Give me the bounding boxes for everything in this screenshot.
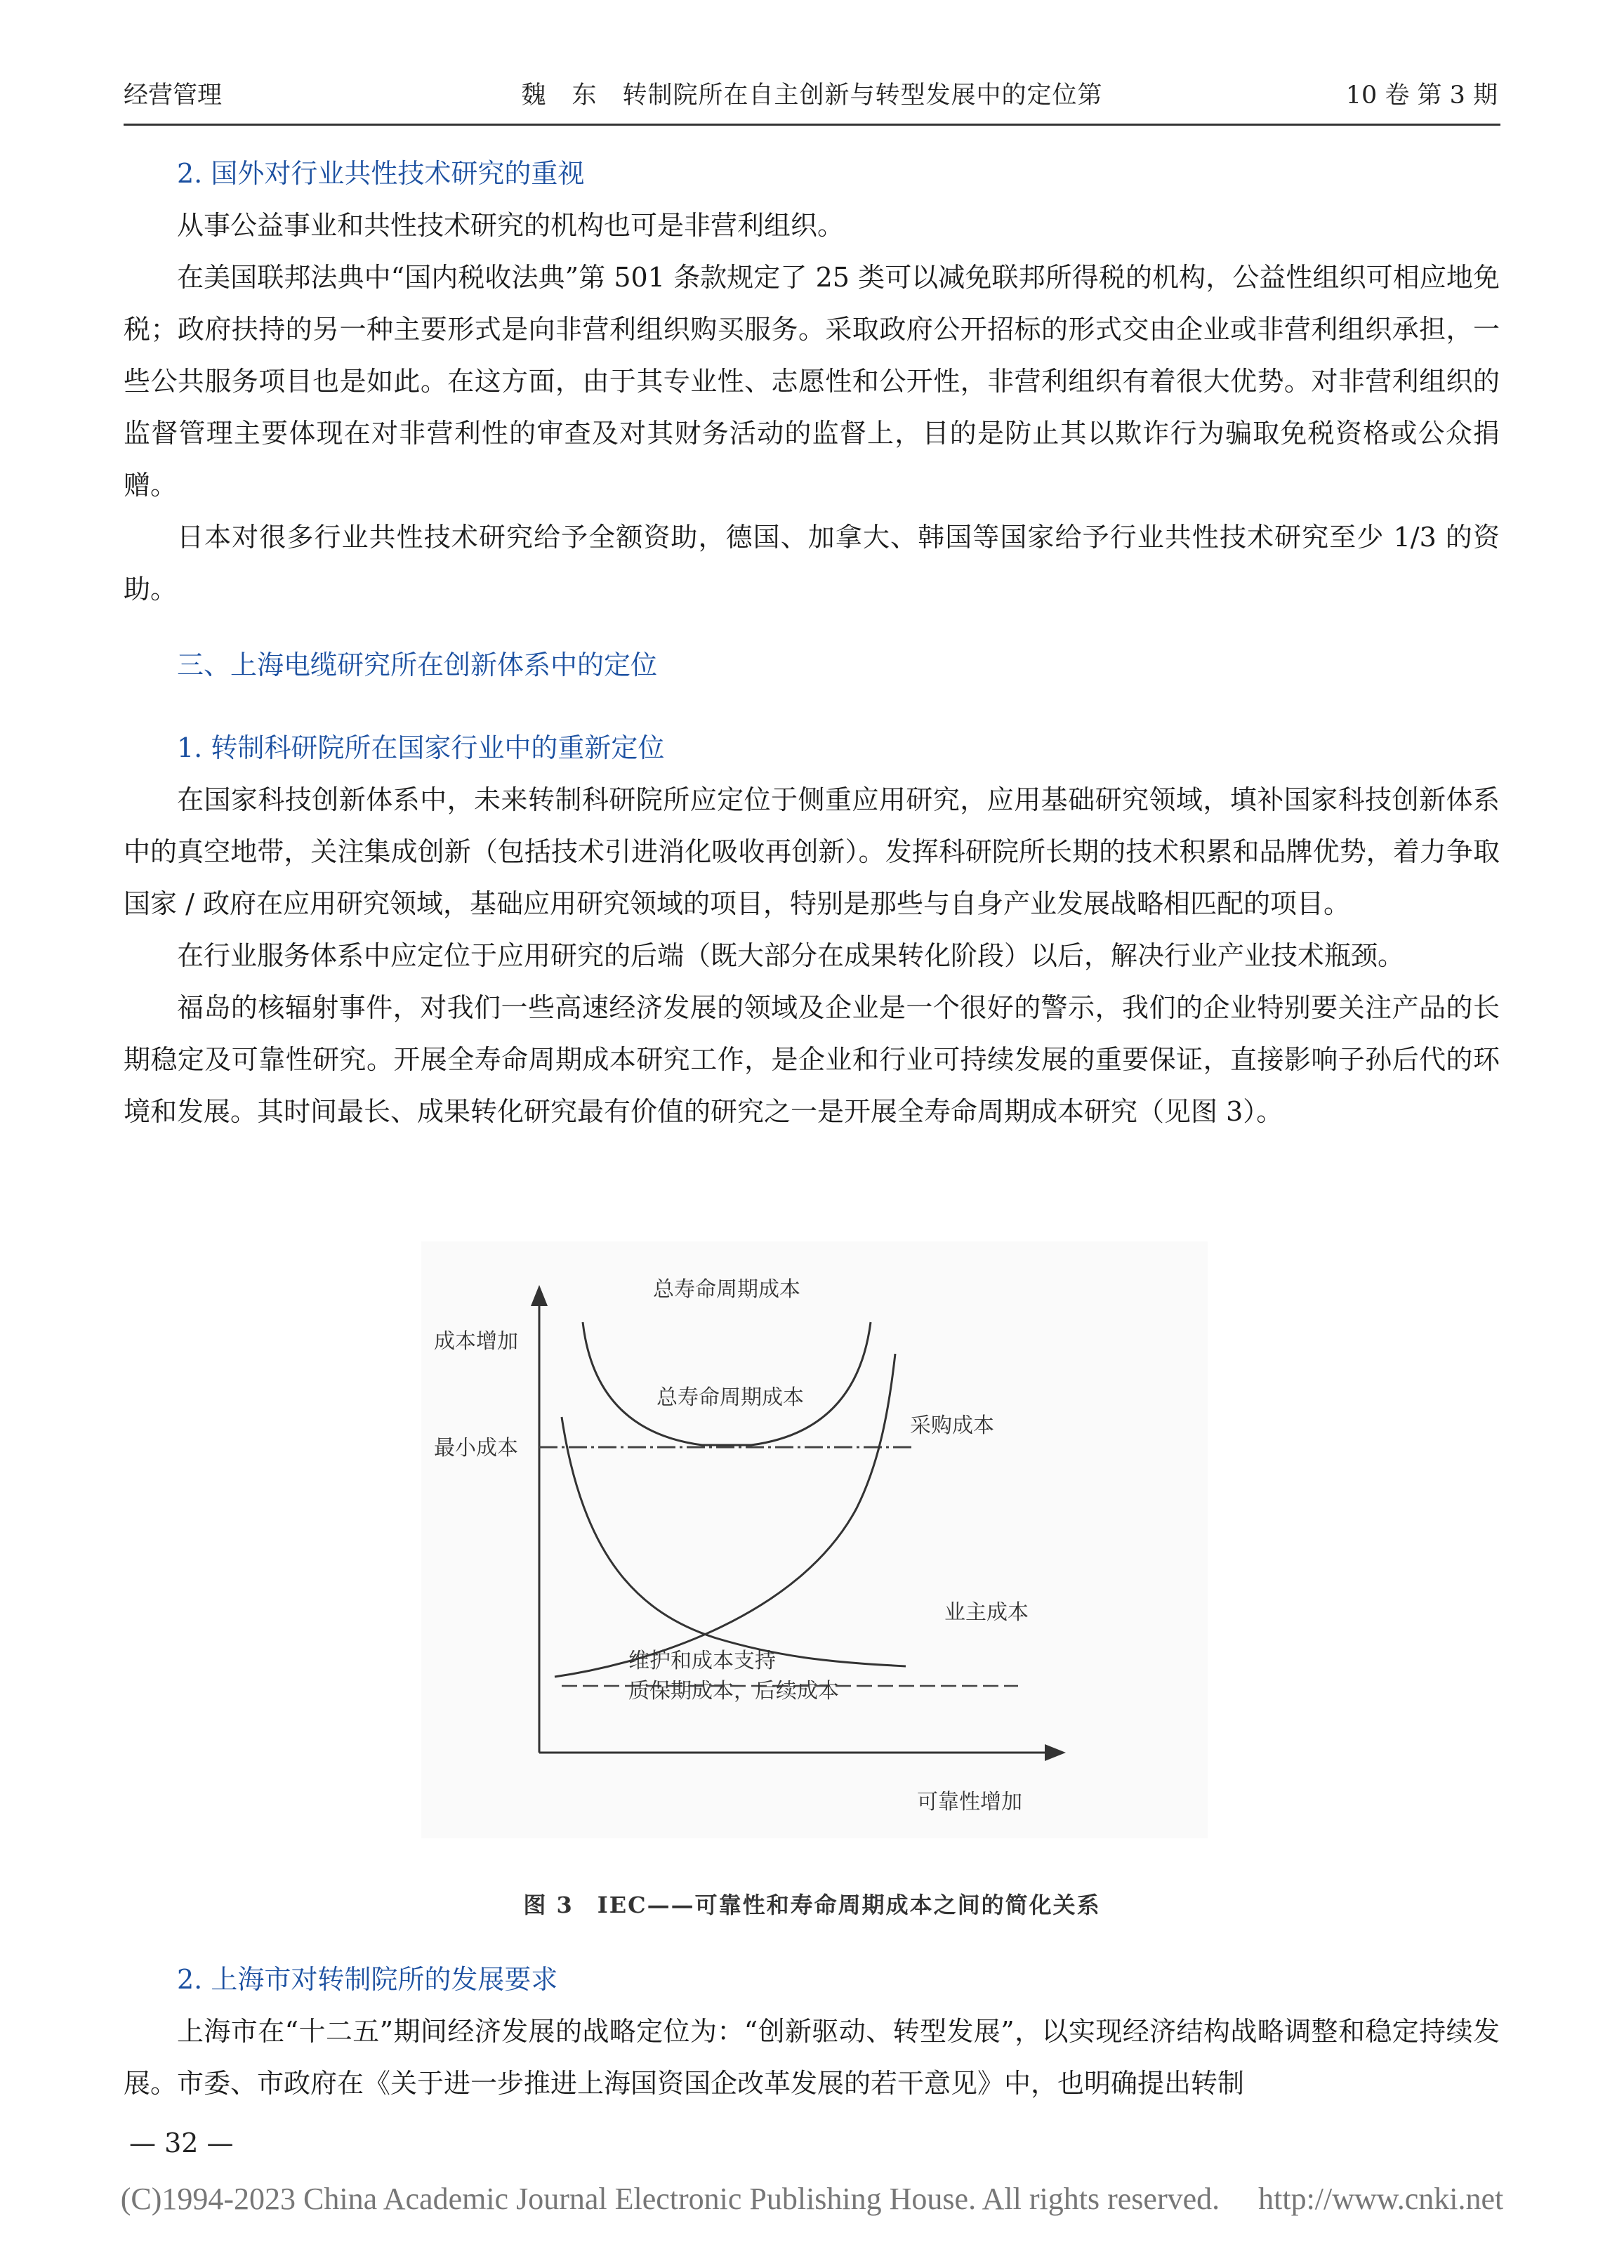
copyright-footer [0, 2181, 1624, 2217]
chapter-heading: 三、上海电缆研究所在创新体系中的定位 [177, 650, 658, 680]
copyright-text: (C)1994-2023 China Academic Journal Electronic Publishing House. All rights reserved. [120, 2182, 1220, 2216]
paragraph: 在美国联邦法典中“国内税收法典”第 501 条款规定了 25 类可以减免联邦所得税的机构，公益性组织可相应地免税；政府扶持的另一种主要形式是向非营利组织购买服务。采取政府公开招标的形式交由企业或非营利组织承担，一些公共服务项目也是如此。在这方面，由于其专业性、志愿性和公开性，非营利组织有着很大优势。对非营利组织的监督管理主要体现在对非营利性的审查及对其财务活动的监督上，目的是防止其以欺诈行为骗取免税资格或公众捐赠。 [124, 262, 1500, 501]
section-heading: 2. 国外对行业共性技术研究的重视 [177, 158, 585, 189]
min-cost-label: 最小成本 [434, 1436, 518, 1461]
journal-section-label: 经营管理 [124, 81, 223, 110]
paragraph: 日本对很多行业共性技术研究给予全额资助，德国、加拿大、韩国等国家给予行业共性技术研究至少 1/3 的资助。 [124, 522, 1500, 605]
section-heading: 2. 上海市对转制院所的发展要求 [177, 1964, 558, 1995]
section-positioning [124, 639, 1500, 1138]
spacer [124, 691, 1500, 722]
paragraph: 在行业服务体系中应定位于应用研究的后端（既大部分在成果转化阶段）以后，解决行业产业技术瓶颈。 [177, 940, 1405, 971]
header-divider [124, 124, 1500, 126]
paragraph: 福岛的核辐射事件，对我们一些高速经济发展的领域及企业是一个很好的警示，我们的企业特别要关注产品的长期稳定及可靠性研究。开展全寿命周期成本研究工作，是企业和行业可持续发展的重要保证，直接影响子孙后代的环境和发展。其时间最长、成果转化研究最有价值的研究之一是开展全寿命周期成本研究（见图 3）。 [124, 992, 1500, 1127]
x-axis-label: 可靠性增加 [917, 1790, 1022, 1814]
warranty-label: 质保期成本，后续成本 [628, 1679, 839, 1703]
label-top-total-cost: 总寿命周期成本 [653, 1277, 800, 1302]
owner-cost-label: 业主成本 [944, 1600, 1029, 1625]
y-axis-label: 成本增加 [434, 1329, 518, 1354]
lifecycle-cost-figure [421, 1241, 1208, 1838]
paragraph: 在国家科技创新体系中，未来转制科研院所应定位于侧重应用研究，应用基础研究领域，填补国家科技创新体系中的真空地带，关注集成创新（包括技术引进消化吸收再创新）。发挥科研院所长期的技术积累和品牌优势，着力争取国家 / 政府在应用研究领域，基础应用研究领域的项目，特别是那些与自身产业发展战略相匹配的项目。 [124, 784, 1500, 919]
procurement-label: 采购成本 [910, 1413, 994, 1438]
paragraph: 上海市在“十二五”期间经济发展的战略定位为：“创新驱动、转型发展”，以实现经济结构战略调整和稳定持续发展。市委、市政府在《关于进一步推进上海国资国企改革发展的若干意见》中，也明确提出转制 [124, 2016, 1500, 2099]
section-shanghai-requirements [124, 1953, 1500, 2109]
page-number: — 32 — [129, 2128, 234, 2158]
running-title: 魏 东 转制院所在自主创新与转型发展中的定位第 [521, 81, 1103, 110]
section-foreign-emphasis [124, 147, 1500, 615]
paragraph: 从事公益事业和共性技术研究的机构也可是非营利组织。 [177, 210, 845, 241]
maintenance-label: 维护和成本支持 [628, 1649, 776, 1673]
volume-issue: 10 卷 第 3 期 [1345, 81, 1498, 110]
curve-label-total-cost: 总寿命周期成本 [656, 1385, 804, 1410]
section-heading: 1. 转制科研院所在国家行业中的重新定位 [177, 732, 665, 763]
figure-caption: 图 3 IEC——可靠性和寿命周期成本之间的简化关系 [523, 1892, 1101, 1918]
footer-url[interactable]: http://www.cnki.net [1258, 2182, 1504, 2216]
